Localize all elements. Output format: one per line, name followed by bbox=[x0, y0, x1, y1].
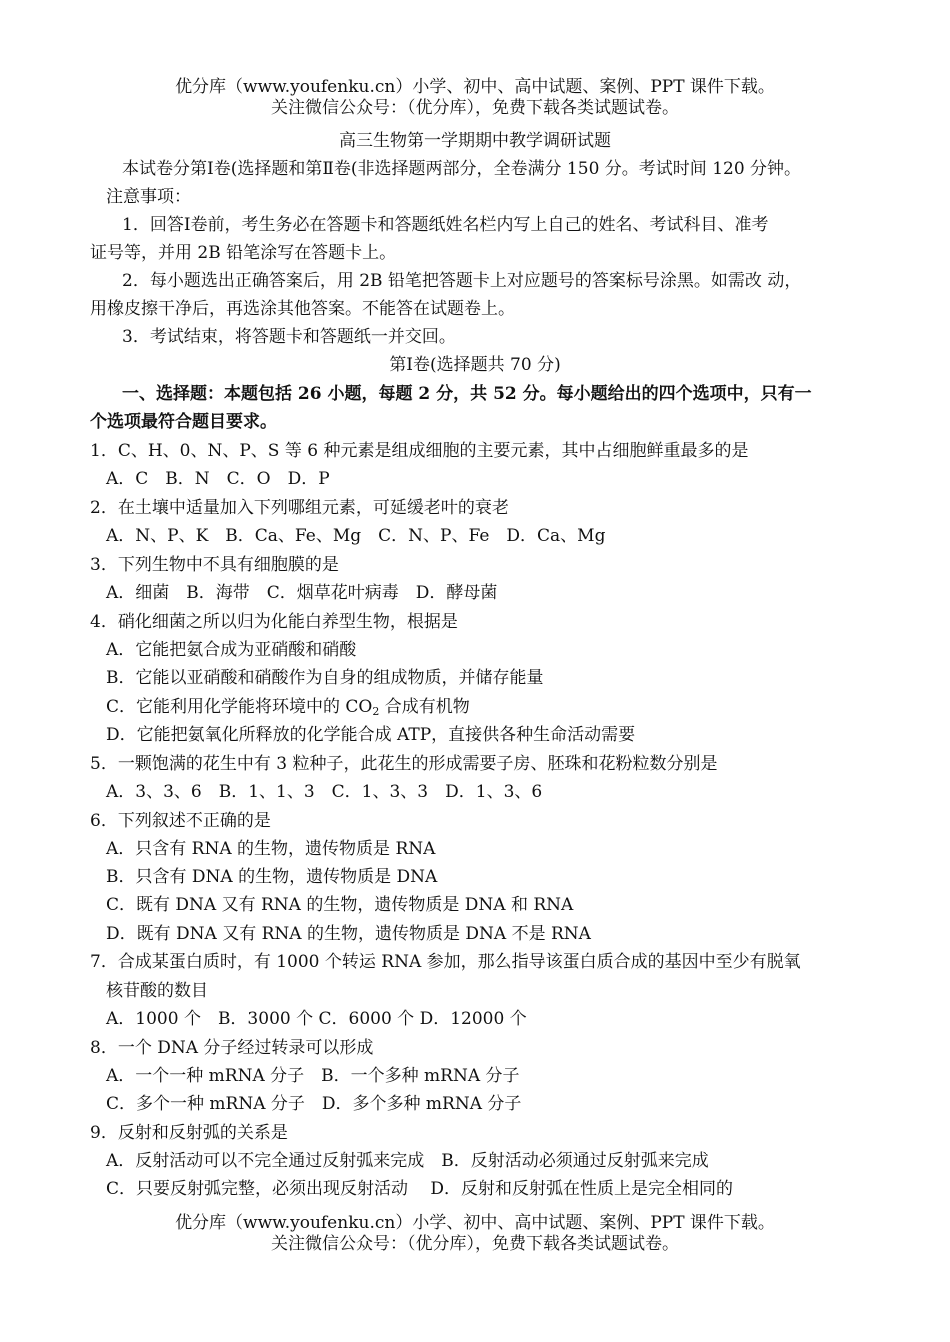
section-1-title: 第Ⅰ卷(选择题共 70 分) bbox=[389, 355, 561, 375]
q9-options-2: C．只要反射弧完整，必须出现反射活动 D．反射和反射弧在性质上是完全相同的 bbox=[106, 1179, 734, 1199]
q2-options: A．N、P、K B．Ca、Fe、Mg C．N、P、Fe D．Ca、Mg bbox=[106, 526, 606, 546]
footer-line-2: 关注微信公众号：（优分库），免费下载各类试题试卷。 bbox=[271, 1234, 679, 1254]
notice-item-2b: 用橡皮擦干净后，再选涂其他答案。不能答在试题卷上。 bbox=[90, 299, 515, 319]
q6-option-d: D．既有 DNA 又有 RNA 的生物，遗传物质是 DNA 不是 RNA bbox=[106, 924, 591, 944]
q5-options: A．3、3、6 B．1、1、3 C．1、3、3 D．1、3、6 bbox=[106, 782, 543, 802]
q5-stem: 5．一颗饱满的花生中有 3 粒种子，此花生的形成需要子房、胚珠和花粉粒数分别是 bbox=[90, 754, 718, 774]
q2-stem: 2．在土壤中适量加入下列哪组元素，可延缓老叶的衰老 bbox=[90, 498, 509, 518]
intro-paragraph: 本试卷分第Ⅰ卷(选择题和第Ⅱ卷(非选择题两部分，全卷满分 150 分。考试时间 120 分钟。 bbox=[122, 159, 802, 179]
q7-stem-b: 核苷酸的数目 bbox=[106, 981, 208, 1001]
q8-options-2: C．多个一种 mRNA 分子 D．多个多种 mRNA 分子 bbox=[106, 1094, 522, 1114]
notice-item-2a: 2．每小题选出正确答案后，用 2B 铅笔把答题卡上对应题号的答案标号涂黑。如需改 动， bbox=[122, 271, 802, 291]
q4-option-d: D．它能把氨氧化所释放的化学能合成 ATP，直接供各种生命活动需要 bbox=[106, 725, 636, 745]
q7-options: A．1000 个 B．3000 个 C．6000 个 D．12000 个 bbox=[106, 1009, 527, 1029]
q4-option-c bbox=[106, 693, 470, 721]
q1-options: A．C B．N C．O D．P bbox=[106, 469, 330, 489]
q6-stem: 6．下列叙述不正确的是 bbox=[90, 811, 271, 831]
q3-options: A．细菌 B．海带 C．烟草花叶病毒 D．酵母菌 bbox=[106, 583, 498, 603]
q4-option-a: A．它能把氨合成为亚硝酸和硝酸 bbox=[106, 640, 357, 660]
q6-option-c: C．既有 DNA 又有 RNA 的生物，遗传物质是 DNA 和 RNA bbox=[106, 895, 574, 915]
notice-heading: 注意事项： bbox=[106, 187, 191, 207]
q9-options-1: A．反射活动可以不完全通过反射弧来完成 B．反射活动必须通过反射弧来完成 bbox=[106, 1151, 709, 1171]
section-1-instructions-a: 一、选择题：本题包括 26 小题，每题 2 分，共 52 分。每小题给出的四个选项中，只有一 bbox=[122, 384, 812, 404]
notice-item-3: 3．考试结束，将答题卡和答题纸一并交回。 bbox=[122, 327, 456, 347]
notice-item-1a: 1．回答Ⅰ卷前，考生务必在答题卡和答题纸姓名栏内写上自己的姓名、考试科目、准考 bbox=[122, 215, 769, 235]
notice-item-1b: 证号等，并用 2B 铅笔涂写在答题卡上。 bbox=[90, 243, 397, 263]
q4-stem: 4．硝化细菌之所以归为化能白养型生物，根据是 bbox=[90, 612, 458, 632]
header-line-1: 优分库（www.youfenku.cn）小学、初中、高中试题、案例、PPT 课件下载。 bbox=[175, 77, 775, 97]
q7-stem-a: 7．合成某蛋白质时，有 1000 个转运 RNA 参加，那么指导该蛋白质合成的基因中至少有脱氧 bbox=[90, 952, 801, 972]
footer-line-1: 优分库（www.youfenku.cn）小学、初中、高中试题、案例、PPT 课件下载。 bbox=[175, 1213, 775, 1233]
q8-stem: 8．一个 DNA 分子经过转录可以形成 bbox=[90, 1038, 374, 1058]
q4-option-b: B．它能以亚硝酸和硝酸作为自身的组成物质，并储存能量 bbox=[106, 668, 544, 688]
header-line-2: 关注微信公众号：（优分库），免费下载各类试题试卷。 bbox=[271, 98, 679, 118]
q4-option-c-subscript: 2 bbox=[372, 705, 380, 718]
document-title: 高三生物第一学期期中教学调研试题 bbox=[339, 131, 611, 151]
q4-option-c-text: C．它能利用化学能将环境中的 CO bbox=[106, 697, 373, 717]
q9-stem: 9．反射和反射弧的关系是 bbox=[90, 1123, 288, 1143]
q1-stem: 1．C、H、0、N、P、S 等 6 种元素是组成细胞的主要元素，其中占细胞鲜重最多的是 bbox=[90, 441, 749, 461]
q3-stem: 3．下列生物中不具有细胞膜的是 bbox=[90, 555, 339, 575]
q6-option-b: B．只含有 DNA 的生物，遗传物质是 DNA bbox=[106, 867, 438, 887]
q6-option-a: A．只含有 RNA 的生物，遗传物质是 RNA bbox=[106, 839, 436, 859]
q4-option-c-tail: 合成有机物 bbox=[379, 697, 470, 717]
q8-options-1: A．一个一种 mRNA 分子 B．一个多种 mRNA 分子 bbox=[106, 1066, 520, 1086]
section-1-instructions-b: 个选项最符合题目要求。 bbox=[90, 412, 277, 432]
